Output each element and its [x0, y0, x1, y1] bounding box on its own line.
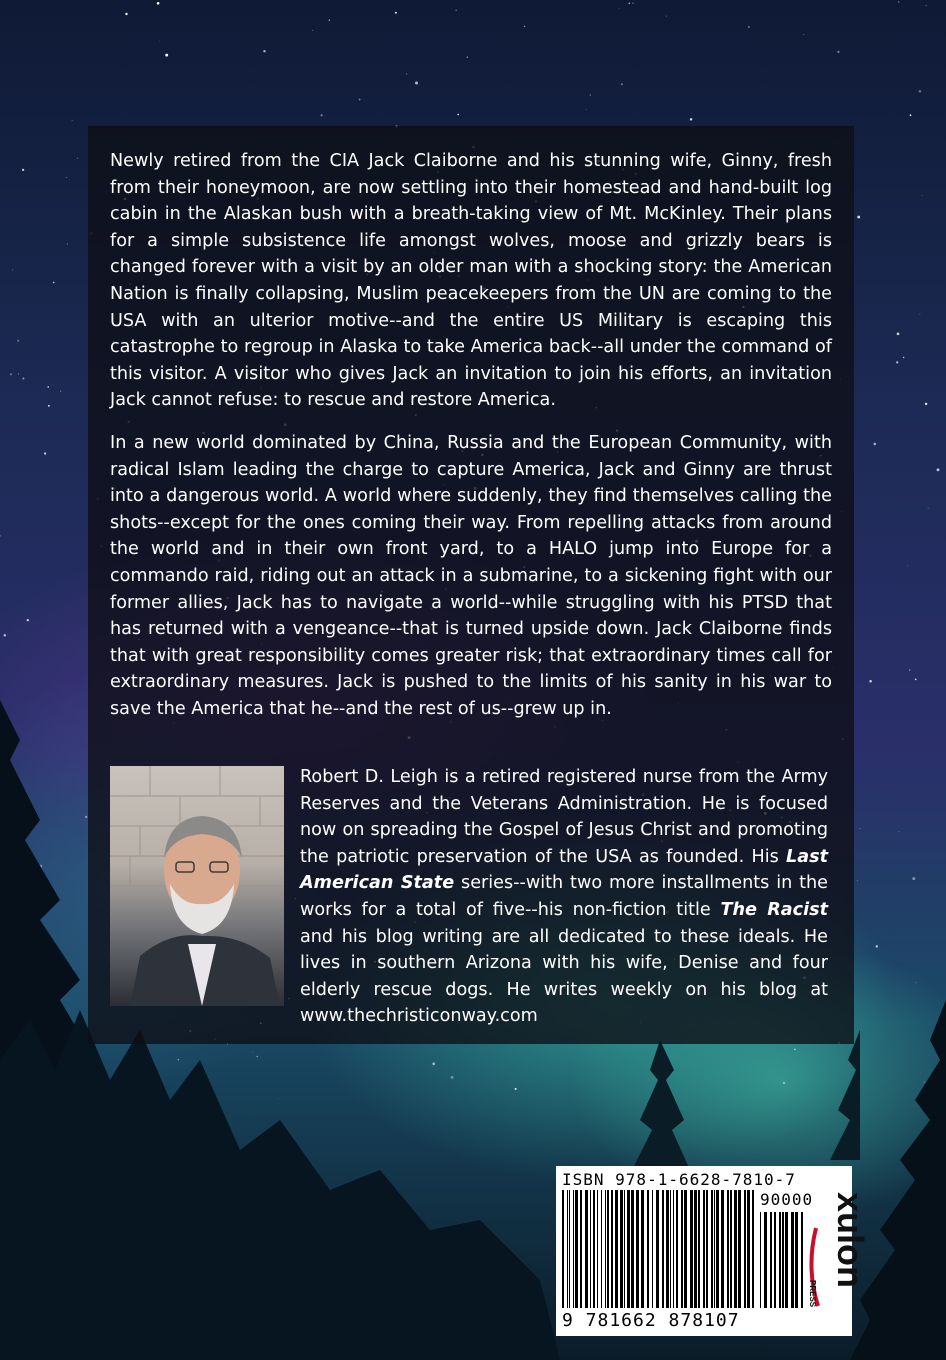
xulon-press-logo	[808, 1188, 871, 1330]
ean-number: 9 781662 878107	[562, 1310, 740, 1331]
series-title: Last American State	[300, 846, 828, 894]
logo-subtext: PRESS	[808, 1280, 817, 1308]
logo-text: xulon	[830, 1192, 871, 1288]
blurb-paragraph-2: In a new world dominated by China, Russia and the European Community, with radical Islam leading the charge to capture America, Jack and Ginny are thrust into a dangerous world. A world where suddenly, they find themselves calling the shots--except for the ones coming their way. From repelling attacks from around the world and in their own front yard, to a HALO jump into Europe for a commando raid, riding out an attack in a submarine, to a sickening fight with our former allies, Jack has to navigate a world--while struggling with his PTSD that has returned with a vengeance--that is turned upside down. Jack Claiborne finds that with great responsibility comes greater risk; that extraordinary times call for extraordinary measures. Jack is pushed to the limits of his sanity in his war to save the America that he--and the rest of us--grew up in.	[110, 433, 832, 719]
author-bio-part-3: and his blog writing are all dedicated to these ideals. He lives in southern Arizona with his wife, Denise and four elderly rescue dogs. He writes weekly on his blog at www.thechristiconway.com	[300, 926, 828, 1027]
author-portrait-illustration	[110, 766, 284, 1006]
blurb-paragraph-1: Newly retired from the CIA Jack Claiborne and his stunning wife, Ginny, fresh from their honeymoon, are now settling into their homestead and hand-built log cabin in the Alaskan bush with a breath-taking view of Mt. McKinley. Their plans for a simple subsistence life amongst wolves, moose and grizzly bears is changed forever with a visit by an older man with a shocking story: the American Nation is finally collapsing, Muslim peacekeepers from the UN are coming to the USA with an ulterior motive--and the entire US Military is escaping this catastrophe to regroup in Alaska to take America back--all under the command of this visitor. A visitor who gives Jack an invitation to join his efforts, an invitation Jack cannot refuse: to rescue and restore America.	[110, 151, 832, 411]
author-bio	[300, 764, 828, 1030]
author-bio-part-2: series--with two more installments in the works for a total of five--his non-fiction title	[300, 873, 828, 920]
author-bio-part-1: Robert D. Leigh is a retired registered nurse from the Army Reserves and the Veterans Administration. He is focused now on spreading the Gospel of Jesus Christ and promoting the patriotic preservation of the USA as founded. His	[300, 767, 828, 867]
main-barcode	[562, 1190, 758, 1308]
author-photo	[110, 766, 284, 1006]
price-code: 90000	[760, 1190, 814, 1209]
addon-barcode	[760, 1212, 804, 1308]
book-title: The Racist	[720, 899, 828, 920]
isbn-label: ISBN 978-1-6628-7810-7	[562, 1170, 796, 1189]
